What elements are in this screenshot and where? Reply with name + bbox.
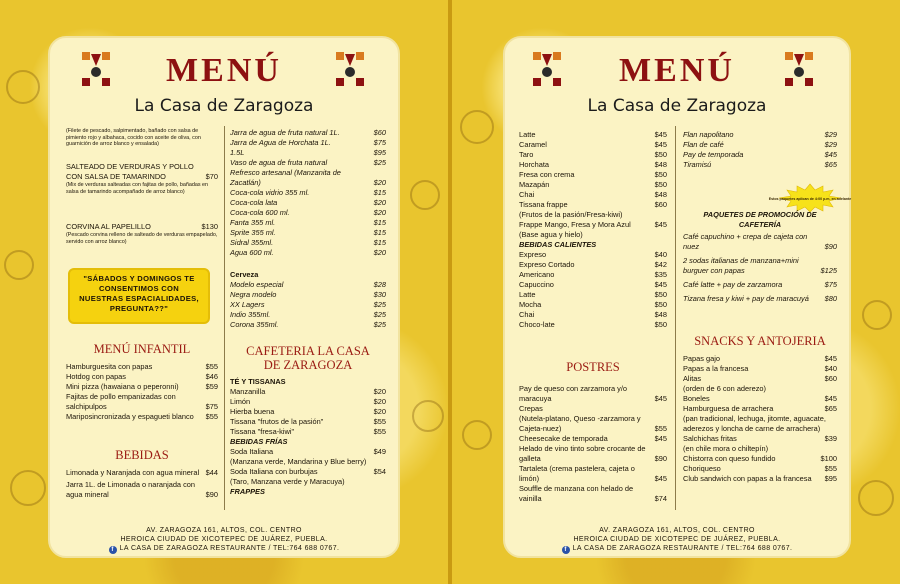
- menu-item: [66, 412, 218, 422]
- item-price: $50: [654, 180, 667, 189]
- item-name: Cheesecake de temporada: [519, 434, 608, 443]
- item-price: $48: [654, 160, 667, 169]
- menu-item: [230, 168, 386, 188]
- item-price: $95: [373, 148, 386, 157]
- menu-item: [519, 484, 667, 504]
- bebidas-section: [66, 448, 218, 502]
- item-name: (en chile mora o chiltepín): [683, 444, 769, 453]
- item-price: $75: [824, 280, 837, 289]
- item-price: $20: [373, 198, 386, 207]
- item-price: $45: [654, 434, 667, 443]
- item-price: $20: [373, 248, 386, 257]
- address-line: AV. ZARAGOZA 161, ALTOS, COL. CENTRO: [599, 527, 755, 534]
- item-name: Hamburguesa de arrachera: [683, 404, 774, 413]
- menu-item: [683, 150, 837, 160]
- section-title: CAFETERIA LA CASA DE ZARAGOZA: [246, 344, 370, 372]
- menu-item: [230, 320, 386, 330]
- menu-item: [230, 407, 386, 417]
- item-name: Latte: [519, 290, 536, 299]
- item-name: Alitas: [683, 374, 702, 383]
- item-price: $29: [824, 130, 837, 139]
- item-name: Crepas: [519, 404, 543, 413]
- menu-item: [683, 444, 837, 454]
- restaurant-name: La Casa de Zaragoza: [134, 96, 314, 116]
- paquetes-list: [683, 232, 837, 304]
- menu-item: [230, 198, 386, 208]
- menu-item: [519, 310, 667, 320]
- item-name: Salchichas fritas: [683, 434, 737, 443]
- item-name: Mini pizza (hawaiana o peperonni): [66, 382, 179, 391]
- item-name: Modelo especial: [230, 280, 284, 289]
- menu-item: [683, 394, 837, 404]
- menu-item: [519, 260, 667, 270]
- menu-item: [519, 200, 667, 210]
- column-divider: [224, 126, 225, 510]
- item-name: Chistorra con queso fundido: [683, 454, 776, 463]
- facebook-icon: f: [109, 546, 117, 554]
- menu-item: [519, 250, 667, 260]
- item-price: $60: [654, 200, 667, 209]
- menu-item: [519, 130, 667, 140]
- corvina-item: [66, 222, 218, 245]
- menu-item: [519, 300, 667, 310]
- menu-item: [519, 220, 667, 230]
- menu-item: [230, 248, 386, 258]
- item-name: Flan napolitano: [683, 130, 734, 139]
- item-price: $74: [654, 494, 667, 503]
- item-price: $50: [654, 150, 667, 159]
- item-name: Choco-late: [519, 320, 555, 329]
- column-divider: [675, 126, 676, 510]
- menu-item: [66, 362, 218, 372]
- menu-item: [230, 300, 386, 310]
- section-subtitle: BEBIDAS FRÍAS: [230, 437, 288, 446]
- menu-item: [519, 140, 667, 150]
- drinks-list: [230, 128, 386, 258]
- section-title: SNACKS Y ANTOJERIA: [694, 334, 826, 348]
- promo-starburst: [768, 184, 852, 212]
- item-name: Taro: [519, 150, 534, 159]
- item-price: $75: [373, 138, 386, 147]
- item-name: Papas gajo: [683, 354, 720, 363]
- te-list: [230, 387, 386, 437]
- beer-section: [230, 270, 386, 330]
- menu-item: [519, 160, 667, 170]
- decor-circle: [412, 400, 444, 432]
- beer-list: [230, 280, 386, 330]
- item-name: Fajitas de pollo empanizadas con salchipulpos: [66, 392, 176, 411]
- menu-item: [519, 320, 667, 330]
- menu-item: [683, 354, 837, 364]
- menu-item: [683, 280, 837, 290]
- menu-item: [230, 447, 386, 457]
- menu-item: [519, 404, 667, 414]
- decor-circle: [410, 180, 440, 210]
- address-line: HEROICA CIUDAD DE XICOTEPEC DE JUÁREZ, PUEBLA.: [573, 536, 781, 543]
- address-footer: [50, 526, 398, 554]
- item-description: (Pescado corvina relleno de salteado de verduras empapelado, servido con arroz blanco): [66, 232, 218, 245]
- item-name: Tissana "frutos de la pasión": [230, 417, 324, 426]
- item-name: Papas a la francesa: [683, 364, 749, 373]
- menu-item: [230, 387, 386, 397]
- menu-item: [230, 238, 386, 248]
- menu-title: MENÚ: [166, 52, 282, 89]
- item-name: Latte: [519, 130, 536, 139]
- menu-item: [66, 392, 218, 412]
- item-price: $20: [373, 397, 386, 406]
- item-name: Club sandwich con papas a la francesa: [683, 474, 812, 483]
- postres-section: [519, 360, 667, 504]
- item-name: (orden de 6 con aderezo): [683, 384, 766, 393]
- menu-item: [230, 397, 386, 407]
- item-price: $130: [201, 222, 218, 231]
- item-name: (Base agua y hielo): [519, 230, 583, 239]
- frias-list: [230, 447, 386, 487]
- item-name: Tissana "fresa-kiwi": [230, 427, 295, 436]
- item-name: Chai: [519, 310, 535, 319]
- item-price: $90: [824, 242, 837, 251]
- item-name: Mocha: [519, 300, 542, 309]
- item-name: Horchata: [519, 160, 549, 169]
- item-price: $45: [824, 354, 837, 363]
- item-price: $28: [373, 280, 386, 289]
- item-name: Jarra 1L. de Limonada o naranjada con agua mineral: [66, 480, 196, 499]
- item-price: $90: [205, 490, 218, 499]
- item-name: Tizana fresa y kiwi + pay de maracuyá: [683, 294, 809, 303]
- restaurant-name: La Casa de Zaragoza: [587, 96, 767, 116]
- item-name: Fanta 355 ml.: [230, 218, 276, 227]
- menu-item: [230, 290, 386, 300]
- address-line: AV. ZARAGOZA 161, ALTOS, COL. CENTRO: [146, 527, 302, 534]
- item-price: $15: [373, 228, 386, 237]
- menu-item: [519, 280, 667, 290]
- item-price: $45: [654, 394, 667, 403]
- item-price: $45: [654, 140, 667, 149]
- menu-item: [230, 228, 386, 238]
- section-subtitle: Cerveza: [230, 270, 259, 279]
- item-name: Jarra de agua de fruta natural 1L.: [230, 128, 340, 137]
- item-description: (Mix de verduras salteadas con fajitas de pollo, bañadas en salsa de tamarindo acompañado de arroz blanco): [66, 182, 209, 195]
- menu-item: [519, 414, 667, 434]
- item-price: $25: [373, 158, 386, 167]
- menu-item: [66, 468, 218, 478]
- item-name: Flan de café: [683, 140, 724, 149]
- promo-starburst-text: Estos paquetes aplican de 4:00 p.m. en adelante: [768, 197, 852, 201]
- menu-item: [683, 464, 837, 474]
- item-price: $25: [373, 300, 386, 309]
- item-price: $65: [824, 404, 837, 413]
- item-name: Manzanilla: [230, 387, 266, 396]
- item-price: $35: [654, 270, 667, 279]
- address-line: HEROICA CIUDAD DE XICOTEPEC DE JUÁREZ, PUEBLA.: [120, 536, 328, 543]
- menu-item: [230, 457, 386, 467]
- menu-item: [230, 218, 386, 228]
- item-name: Mariposincronizada y espagueti blanco: [66, 412, 194, 421]
- item-price: $75: [205, 402, 218, 411]
- item-name: Hamburguesita con papas: [66, 362, 153, 371]
- postres-list: [519, 384, 667, 504]
- coffee-list: [519, 130, 667, 330]
- item-name: Coca-cola vidrio 355 ml.: [230, 188, 310, 197]
- item-name: Frappe Mango, Fresa y Mora Azul: [519, 220, 631, 229]
- menu-item: [683, 256, 837, 276]
- item-price: $45: [654, 220, 667, 229]
- item-price: $54: [373, 467, 386, 476]
- item-price: $59: [205, 382, 218, 391]
- item-price: $55: [373, 417, 386, 426]
- item-price: $30: [373, 290, 386, 299]
- item-price: $80: [824, 294, 837, 303]
- item-name: Corona 355ml.: [230, 320, 279, 329]
- item-price: $100: [820, 454, 837, 463]
- decor-circle: [462, 420, 492, 450]
- decor-circle: [10, 470, 46, 506]
- menu-item: [519, 464, 667, 484]
- item-name: Caramel: [519, 140, 547, 149]
- item-price: $45: [654, 130, 667, 139]
- item-name: Soda Italiana con burbujas: [230, 467, 318, 476]
- item-name: Sidral 355ml.: [230, 238, 274, 247]
- item-price: $20: [373, 387, 386, 396]
- item-name: CORVINA AL PAPELILLO: [66, 222, 151, 231]
- item-name: Expreso: [519, 250, 547, 259]
- calientes-list: [519, 250, 667, 330]
- menu-item: [66, 372, 218, 382]
- item-name: Hierba buena: [230, 407, 275, 416]
- decor-circle: [862, 300, 892, 330]
- decor-circle: [460, 110, 494, 144]
- item-name: Café capuchino + crepa de cajeta con nuez: [683, 232, 808, 251]
- contact-line: LA CASA DE ZARAGOZA RESTAURANTE / TEL:764 688 0767.: [119, 545, 340, 552]
- item-name: Boneles: [683, 394, 710, 403]
- item-name: Negra modelo: [230, 290, 277, 299]
- item-price: $55: [205, 362, 218, 371]
- facebook-icon: f: [562, 546, 570, 554]
- menu-item: [683, 404, 837, 414]
- section-title: POSTRES: [566, 360, 620, 374]
- kids-list: [66, 362, 218, 422]
- menu-item: [519, 150, 667, 160]
- menu-item: [683, 454, 837, 464]
- menu-item: [230, 208, 386, 218]
- menu-title: MENÚ: [619, 52, 735, 89]
- decor-circle: [6, 70, 40, 104]
- item-price: $44: [205, 468, 218, 477]
- item-name: SALTEADO DE VERDURAS Y POLLO CON SALSA DE TAMARINDO: [66, 162, 194, 181]
- item-name: Limón: [230, 397, 251, 406]
- menu-item: [683, 160, 837, 170]
- item-price: $20: [373, 208, 386, 217]
- item-price: $25: [373, 320, 386, 329]
- item-name: Tissana frappe: [519, 200, 568, 209]
- item-name: Sprite 355 ml.: [230, 228, 276, 237]
- menu-item: [519, 290, 667, 300]
- cafeteria-section: [230, 344, 386, 497]
- item-price: $60: [373, 128, 386, 137]
- item-price: $49: [373, 447, 386, 456]
- item-price: $15: [373, 188, 386, 197]
- item-name: Pay de temporada: [683, 150, 744, 159]
- decor-circle: [4, 250, 34, 280]
- item-price: $125: [820, 266, 837, 275]
- item-price: $48: [654, 190, 667, 199]
- item-price: $95: [824, 474, 837, 483]
- item-price: $50: [654, 170, 667, 179]
- fish-description: (Filete de pescado, salpimentado, bañado con salsa de pimiento rojo y albahaca, cocido con aceite de oliva, con guarnición de arroz blanco y ensalada): [66, 128, 201, 148]
- item-price: $45: [824, 150, 837, 159]
- item-price: $45: [654, 280, 667, 289]
- item-price: $55: [654, 424, 667, 433]
- item-name: Indio 355ml.: [230, 310, 271, 319]
- item-name: Tartaleta (crema pastelera, cajeta o limón): [519, 464, 635, 483]
- address-footer: [505, 526, 849, 554]
- item-price: $50: [654, 300, 667, 309]
- menu-item: [519, 180, 667, 190]
- snacks-section: [683, 334, 837, 484]
- menu-item: [683, 374, 837, 384]
- menu-item: [519, 384, 667, 404]
- section-title: MENÚ INFANTIL: [93, 342, 191, 356]
- item-price: $70: [205, 172, 218, 181]
- item-price: $39: [824, 434, 837, 443]
- item-price: $45: [824, 394, 837, 403]
- item-price: $46: [205, 372, 218, 381]
- section-subtitle: PAQUETES DE PROMOCIÓN DE CAFETERÍA: [703, 210, 817, 229]
- item-name: Refresco artesanal (Manzanita de Zacatlán): [230, 168, 341, 187]
- item-name: Helado de vino tinto sobre crocante de galleta: [519, 444, 646, 463]
- item-name: Jarra de Agua de Horchata 1L.: [230, 138, 331, 147]
- item-price: $50: [654, 290, 667, 299]
- menu-item: [230, 188, 386, 198]
- item-price: $20: [373, 178, 386, 187]
- item-price: $90: [654, 454, 667, 463]
- kids-menu: [66, 342, 218, 422]
- menu-item: [519, 190, 667, 200]
- section-subtitle: BEBIDAS CALIENTES: [519, 240, 597, 249]
- item-price: $60: [824, 374, 837, 383]
- left-menu-panel: [48, 36, 400, 558]
- menu-item: [683, 364, 837, 374]
- contact-line: LA CASA DE ZARAGOZA RESTAURANTE / TEL:764 688 0767.: [572, 545, 793, 552]
- menu-item: [683, 232, 837, 252]
- item-name: Vaso de agua de fruta natural: [230, 158, 328, 167]
- menu-item: [230, 158, 386, 168]
- item-name: Chai: [519, 190, 535, 199]
- item-price: $50: [654, 320, 667, 329]
- item-price: $55: [205, 412, 218, 421]
- menu-item: [519, 444, 667, 464]
- menu-item: [230, 128, 386, 138]
- item-price: $45: [654, 474, 667, 483]
- coffee-items: [519, 130, 667, 240]
- item-price: $20: [373, 407, 386, 416]
- menu-item: [519, 170, 667, 180]
- item-price: $15: [373, 238, 386, 247]
- menu-item: [66, 480, 218, 500]
- decor-circle: [858, 480, 894, 516]
- item-name: 2 sodas italianas de manzana+mini burguer con papas: [683, 256, 799, 275]
- item-name: (Taro, Manzana verde y Maracuya): [230, 477, 345, 486]
- item-name: Café latte + pay de zarzamora: [683, 280, 783, 289]
- menu-item: [230, 417, 386, 427]
- menu-item: [230, 467, 386, 477]
- item-price: $15: [373, 218, 386, 227]
- item-name: Tiramisú: [683, 160, 712, 169]
- item-name: 1.5L: [230, 148, 245, 157]
- menu-item: [230, 310, 386, 320]
- item-name: (Manzana verde, Mandarina y Blue berry): [230, 457, 367, 466]
- item-price: $29: [824, 140, 837, 149]
- menu-item: [519, 230, 667, 240]
- item-name: Americano: [519, 270, 555, 279]
- item-name: Agua 600 ml.: [230, 248, 274, 257]
- menu-item: [230, 138, 386, 148]
- item-name: Mazapán: [519, 180, 550, 189]
- menu-item: [683, 140, 837, 150]
- item-name: Expreso Cortado: [519, 260, 575, 269]
- menu-item: [683, 474, 837, 484]
- menu-item: [230, 280, 386, 290]
- weekend-callout: "SÁBADOS Y DOMINGOS TE CONSENTIMOS CON NUESTRAS ESPACIALIDADES, PREGUNTA??": [68, 268, 210, 324]
- menu-item: [230, 148, 386, 158]
- item-name: Hotdog con papas: [66, 372, 126, 381]
- menu-item: [683, 384, 837, 394]
- item-price: $55: [373, 427, 386, 436]
- menu-item: [230, 427, 386, 437]
- snacks-list: [683, 354, 837, 484]
- item-price: $40: [824, 364, 837, 373]
- menu-item: [683, 434, 837, 444]
- menu-item: [519, 210, 667, 220]
- item-name: Capuccino: [519, 280, 554, 289]
- item-price: $40: [654, 250, 667, 259]
- item-name: Choriqueso: [683, 464, 721, 473]
- item-name: Limonada y Naranjada con agua mineral: [66, 468, 200, 477]
- item-name: Pay de queso con zarzamora y/o maracuya: [519, 384, 628, 403]
- menu-item: [683, 130, 837, 140]
- sweets-list: [683, 130, 837, 170]
- bebidas-list: [66, 468, 218, 500]
- item-price: $25: [373, 310, 386, 319]
- section-subtitle: TÉ Y TISSANAS: [230, 377, 286, 386]
- item-name: (pan tradicional, lechuga, jitomte, aguacate, aderezos y loncha de carne de arrachera): [683, 414, 826, 433]
- salteado-item: [66, 162, 218, 195]
- item-name: Souffle de manzana con helado de vainilla: [519, 484, 634, 503]
- item-name: Soda Italiana: [230, 447, 274, 456]
- item-name: XX Lagers: [230, 300, 265, 309]
- paquetes-section: [683, 210, 837, 308]
- item-price: $65: [824, 160, 837, 169]
- menu-item: [66, 382, 218, 392]
- item-name: (Frutos de la pasión/Fresa-kiwi): [519, 210, 623, 219]
- item-name: (Nutela-platano, Queso -zarzamora y Cajeta-nuez): [519, 414, 641, 433]
- menu-item: [683, 294, 837, 304]
- item-price: $42: [654, 260, 667, 269]
- item-name: Coca-cola 600 ml.: [230, 208, 290, 217]
- item-name: Fresa con crema: [519, 170, 575, 179]
- menu-item: [683, 414, 837, 434]
- menu-item: [519, 270, 667, 280]
- menu-item: [230, 477, 386, 487]
- section-subtitle: FRAPPES: [230, 487, 265, 496]
- item-price: $48: [654, 310, 667, 319]
- item-price: $55: [824, 464, 837, 473]
- right-menu-panel: [503, 36, 851, 558]
- section-title: BEBIDAS: [115, 448, 169, 462]
- item-name: Coca-cola lata: [230, 198, 278, 207]
- menu-item: [519, 434, 667, 444]
